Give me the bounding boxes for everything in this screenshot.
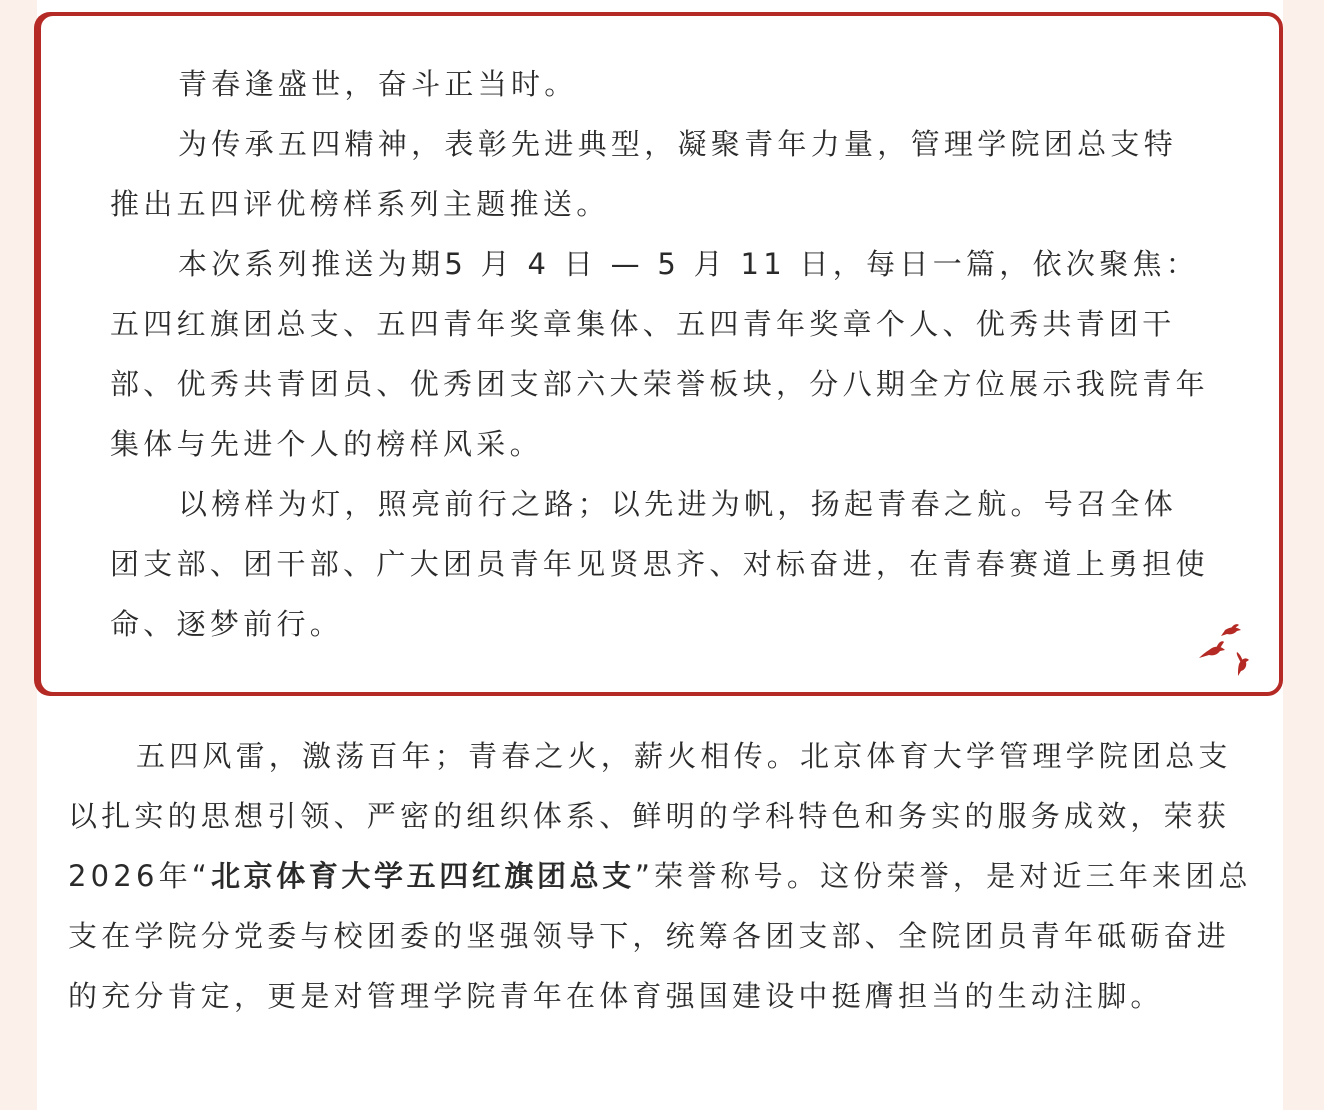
main-tail-text: ”荣誉称号。这份荣誉，是对近三年来团总支在学院分党委与校团委的坚强领导下，统筹各团支部、全院团员青年砥砺奋进的充分肯定，更是对管理学院青年在体育强国建设中挺膺担当的生动注脚。 (68, 859, 1252, 1013)
dove-icon (1191, 624, 1253, 680)
intro-frame (37, 12, 1283, 696)
intro-paragraph-2: 为传承五四精神，表彰先进典型，凝聚青年力量，管理学院团总支特推出五四评优榜样系列主题推送。 (110, 127, 1178, 221)
intro-paragraph-4: 以榜样为灯，照亮前行之路；以先进为帆，扬起青春之航。号召全体团支部、团干部、广大团员青年见贤思齐、对标奋进，在青春赛道上勇担使命、逐梦前行。 (110, 487, 1209, 641)
intro-paragraph-1: 青春逢盛世，奋斗正当时。 (178, 67, 578, 101)
award-title: 北京体育大学五四红旗团总支 (211, 859, 635, 893)
main-paragraph (68, 726, 1252, 1026)
main-lead-text: 五四风雷，激荡百年；青春之火，薪火相传。北京体育大学管理学院团总支以扎实的思想引领、严密的组织体系、鲜明的学科特色和务实的服务成效，荣获2026年“ (68, 739, 1232, 893)
intro-paragraph-3: 本次系列推送为期5 月 4 日 — 5 月 11 日，每日一篇，依次聚焦：五四红旗团总支、五四青年奖章集体、五四青年奖章个人、优秀共青团干部、优秀共青团员、优秀团支部六大荣誉板块，分八期全方位展示我院青年集体与先进个人的榜样风采。 (110, 247, 1209, 461)
